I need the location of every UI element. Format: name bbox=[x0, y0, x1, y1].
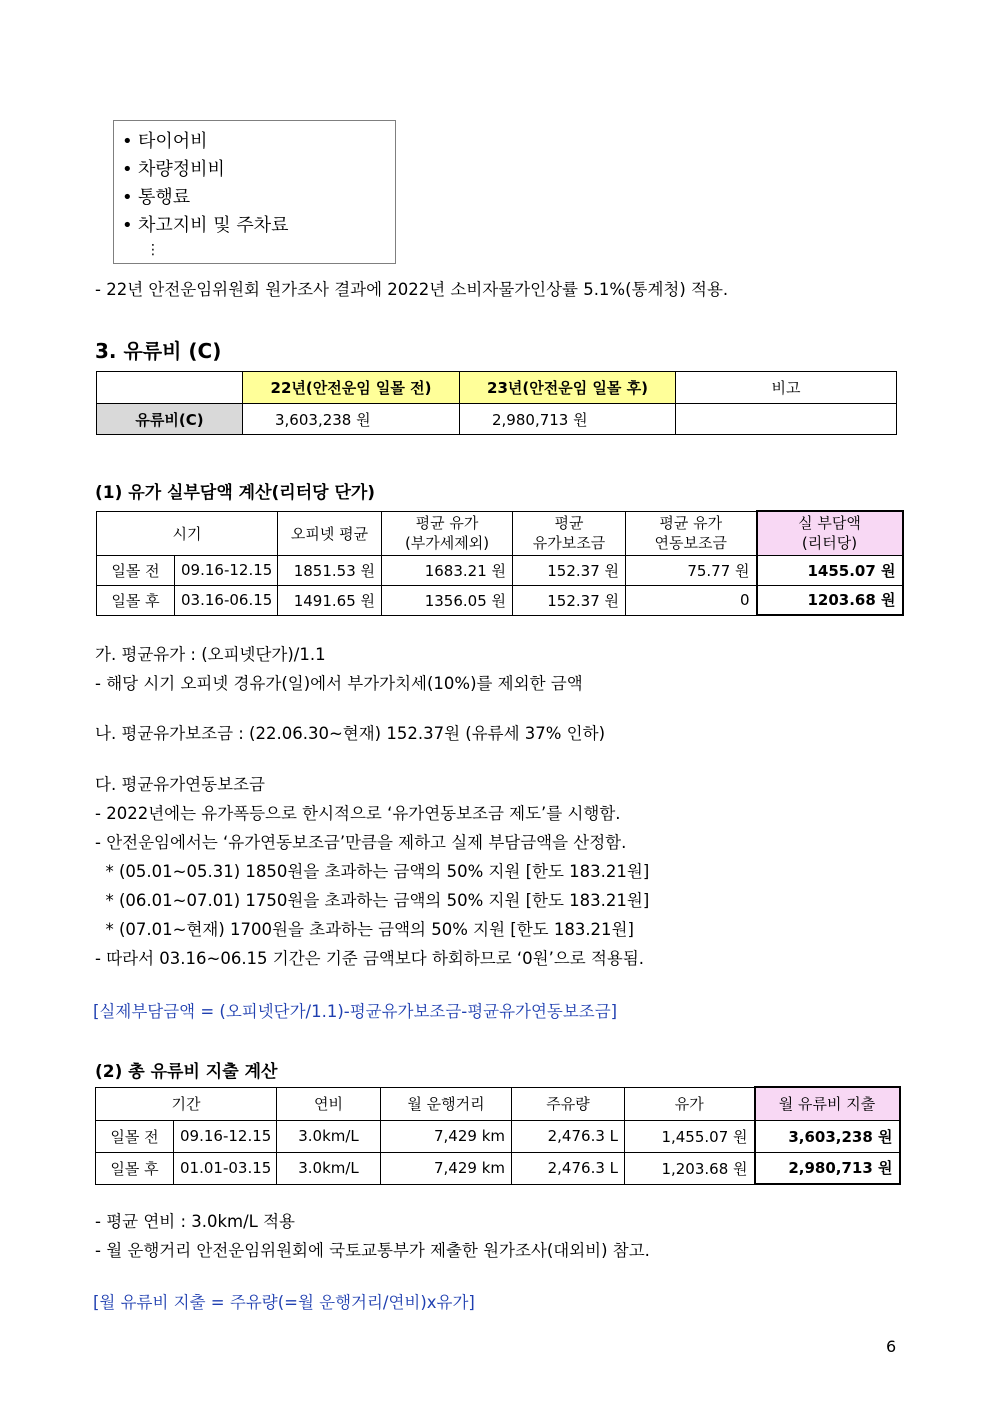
cell: 3.0km/L bbox=[277, 1120, 381, 1152]
header-cell: 유가 bbox=[625, 1087, 755, 1120]
cell: 75.77 원 bbox=[626, 555, 757, 585]
header-cell: 23년(안전운임 일몰 후) bbox=[460, 372, 676, 404]
page-number: 6 bbox=[886, 1337, 897, 1356]
note-line: - 평균 연비 : 3.0km/L 적용 bbox=[95, 1212, 295, 1231]
header-cell: 평균 유가 연동보조금 bbox=[626, 511, 757, 555]
cell: 2,476.3 L bbox=[512, 1152, 625, 1184]
header-cell: 월 유류비 지출 bbox=[755, 1087, 900, 1120]
header-cell: 연비 bbox=[277, 1087, 381, 1120]
cell: 일몰 후 bbox=[96, 1152, 174, 1184]
cell: 01.01-03.15 bbox=[174, 1152, 277, 1184]
cell: 1,203.68 원 bbox=[625, 1152, 755, 1184]
formula-line: [실제부담금액 = (오피넷단가/1.1)-평균유가보조금-평균유가연동보조금] bbox=[93, 1002, 618, 1021]
header-cell: 오피넷 평균 bbox=[278, 511, 382, 555]
summary-table bbox=[96, 371, 897, 435]
cell: 1356.05 원 bbox=[382, 585, 513, 615]
note-line: 다. 평균유가연동보조금 bbox=[95, 775, 265, 794]
cell: 1851.53 원 bbox=[278, 555, 382, 585]
subsection-title: (1) 유가 실부담액 계산(리터당 단가) bbox=[95, 483, 376, 503]
cell: 3,603,238 원 bbox=[755, 1120, 900, 1152]
note-line: - 월 운행거리 안전운임위원회에 국토교통부가 제출한 원가조사(대외비) 참고. bbox=[95, 1241, 650, 1260]
cell: 2,980,713 원 bbox=[755, 1152, 900, 1184]
cell: 1491.65 원 bbox=[278, 585, 382, 615]
cell: 1203.68 원 bbox=[757, 585, 903, 615]
formula-line: [월 유류비 지출 = 주유량(=월 운행거리/연비)x유가] bbox=[93, 1293, 475, 1312]
cell: 일몰 전 bbox=[96, 1120, 174, 1152]
cell: 2,476.3 L bbox=[512, 1120, 625, 1152]
header-cell: 평균 유가 (부가세제외) bbox=[382, 511, 513, 555]
note-line: * (07.01~현재) 1700원을 초과하는 금액의 50% 지원 [한도 183.21원] bbox=[95, 920, 634, 939]
cell: 일몰 후 bbox=[97, 585, 175, 615]
fuel-table bbox=[95, 1086, 901, 1185]
cost-items-box bbox=[113, 120, 396, 264]
cell: 09.16-12.15 bbox=[174, 1120, 277, 1152]
cell bbox=[676, 404, 897, 435]
header-cell: 기간 bbox=[96, 1087, 277, 1120]
note-line: - 안전운임에서는 ‘유가연동보조금’만큼을 제하고 실제 부담금액을 산정함. bbox=[95, 833, 627, 852]
header-cell: 주유량 bbox=[512, 1087, 625, 1120]
header-cell bbox=[97, 372, 243, 404]
cell: 1455.07 원 bbox=[757, 555, 903, 585]
cell: 3,603,238 원 bbox=[243, 404, 460, 435]
cell: 1683.21 원 bbox=[382, 555, 513, 585]
header-cell: 실 부담액 (리터당) bbox=[757, 511, 903, 555]
list-item: • 차고지비 및 주차료 bbox=[122, 215, 289, 236]
cell: 09.16-12.15 bbox=[175, 555, 278, 585]
subsection-title: (2) 총 유류비 지출 계산 bbox=[95, 1062, 278, 1082]
note-line: - 해당 시기 오피넷 경유가(일)에서 부가가치세(10%)를 제외한 금액 bbox=[95, 674, 583, 693]
note-line: 나. 평균유가보조금 : (22.06.30~현재) 152.37원 (유류세 37% 인하) bbox=[95, 724, 606, 743]
cell: 152.37 원 bbox=[513, 585, 626, 615]
cell: 7,429 km bbox=[381, 1152, 512, 1184]
note-line: - 2022년에는 유가폭등으로 한시적으로 ‘유가연동보조금 제도’를 시행함. bbox=[95, 804, 621, 823]
cell: 7,429 km bbox=[381, 1120, 512, 1152]
list-item: • 타이어비 bbox=[122, 131, 208, 152]
header-cell: 월 운행거리 bbox=[381, 1087, 512, 1120]
header-cell: 평균 유가보조금 bbox=[513, 511, 626, 555]
cell: 3.0km/L bbox=[277, 1152, 381, 1184]
cell: 2,980,713 원 bbox=[460, 404, 676, 435]
note-line: - 22년 안전운임위원회 원가조사 결과에 2022년 소비자물가인상률 5.1%(통계청) 적용. bbox=[95, 280, 729, 299]
note-line: * (06.01~07.01) 1750원을 초과하는 금액의 50% 지원 [한도 183.21원] bbox=[95, 891, 650, 910]
row-label: 유류비(C) bbox=[97, 404, 243, 435]
cell: 일몰 전 bbox=[97, 555, 175, 585]
price-table bbox=[96, 510, 904, 616]
ellipsis: ⋮ bbox=[146, 242, 160, 258]
header-cell: 22년(안전운임 일몰 전) bbox=[243, 372, 460, 404]
header-cell: 시기 bbox=[97, 511, 278, 555]
cell: 0 bbox=[626, 585, 757, 615]
cell: 1,455.07 원 bbox=[625, 1120, 755, 1152]
list-item: • 차량정비비 bbox=[122, 159, 225, 180]
note-line: - 따라서 03.16~06.15 기간은 기준 금액보다 하회하므로 ‘0원’으로 적용됨. bbox=[95, 949, 645, 968]
section-title: 3. 유류비 (C) bbox=[95, 339, 222, 363]
note-line: * (05.01~05.31) 1850원을 초과하는 금액의 50% 지원 [한도 183.21원] bbox=[95, 862, 650, 881]
cell: 152.37 원 bbox=[513, 555, 626, 585]
note-line: 가. 평균유가 : (오피넷단가)/1.1 bbox=[95, 645, 326, 664]
cell: 03.16-06.15 bbox=[175, 585, 278, 615]
header-cell: 비고 bbox=[676, 372, 897, 404]
list-item: • 통행료 bbox=[122, 187, 191, 208]
